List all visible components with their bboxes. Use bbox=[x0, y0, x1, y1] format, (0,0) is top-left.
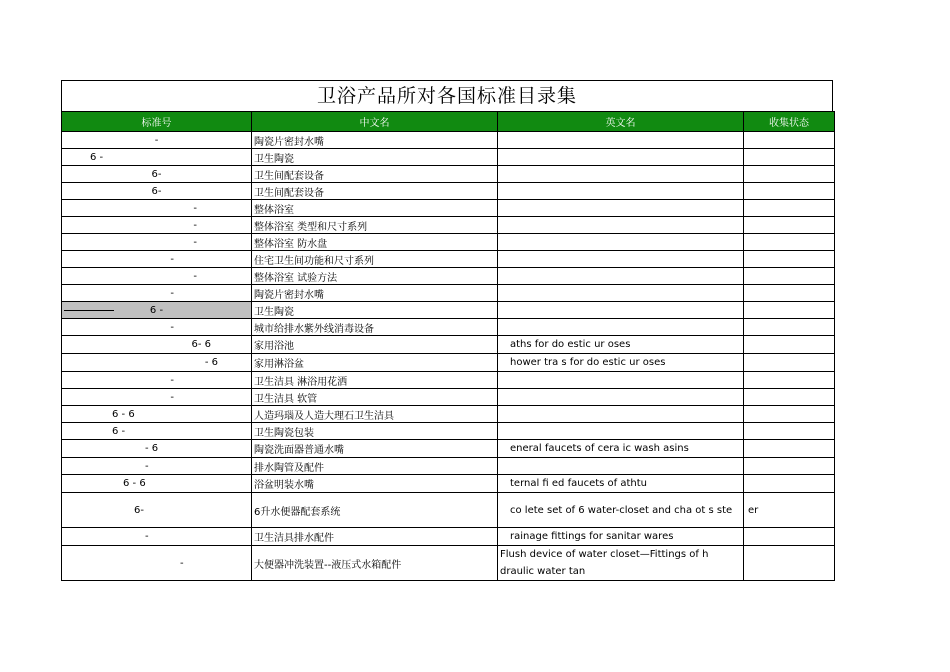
table-row bbox=[62, 423, 835, 440]
table-row bbox=[62, 268, 835, 285]
standard-no-cell-highlighted[interactable] bbox=[62, 302, 252, 319]
table-row bbox=[62, 475, 835, 493]
status-cell[interactable] bbox=[744, 183, 835, 200]
table-row bbox=[62, 458, 835, 475]
standard-no-cell[interactable]: - bbox=[62, 528, 252, 546]
chinese-name-cell[interactable]: 人造玛瑙及人造大理石卫生洁具 bbox=[252, 406, 498, 423]
chinese-name-cell[interactable]: 城市给排水紫外线消毒设备 bbox=[252, 319, 498, 336]
status-cell[interactable] bbox=[744, 354, 835, 372]
chinese-name-cell[interactable]: 卫生洁具 淋浴用花洒 bbox=[252, 372, 498, 389]
page-title: 卫浴产品所对各国标准目录集 bbox=[61, 80, 833, 111]
table-row bbox=[62, 319, 835, 336]
chinese-name-cell[interactable]: 卫生间配套设备 bbox=[252, 166, 498, 183]
status-cell[interactable] bbox=[744, 423, 835, 440]
standard-no-cell[interactable]: - bbox=[62, 372, 252, 389]
status-cell[interactable] bbox=[744, 475, 835, 493]
standard-no-cell[interactable]: 6 - bbox=[62, 423, 252, 440]
standard-no-cell[interactable]: - bbox=[62, 285, 252, 302]
table-row bbox=[62, 406, 835, 423]
status-cell[interactable]: er bbox=[744, 493, 835, 528]
standard-no-cell[interactable]: 6 - 6 bbox=[62, 406, 252, 423]
standard-no-cell[interactable]: - 6 bbox=[62, 440, 252, 458]
table-row bbox=[62, 493, 835, 528]
header-english-name[interactable]: 英文名 bbox=[498, 112, 744, 132]
table-row bbox=[62, 234, 835, 251]
status-cell[interactable] bbox=[744, 285, 835, 302]
english-name-cell[interactable] bbox=[498, 319, 744, 336]
english-name-cell[interactable] bbox=[498, 251, 744, 268]
english-name-cell[interactable] bbox=[498, 458, 744, 475]
chinese-name-cell[interactable]: 6升水便器配套系统 bbox=[252, 493, 498, 528]
english-name-cell[interactable]: eneral faucets of cera ic wash asins bbox=[498, 440, 744, 458]
standard-no-cell[interactable]: - bbox=[62, 251, 252, 268]
table-row bbox=[62, 354, 835, 372]
chinese-name-cell[interactable]: 卫生陶瓷包装 bbox=[252, 423, 498, 440]
status-cell[interactable] bbox=[744, 528, 835, 546]
table-row bbox=[62, 528, 835, 546]
chinese-name-cell[interactable]: 陶瓷片密封水嘴 bbox=[252, 285, 498, 302]
status-cell[interactable] bbox=[744, 251, 835, 268]
status-cell[interactable] bbox=[744, 302, 835, 319]
english-name-cell[interactable]: hower tra s for do estic ur oses bbox=[498, 354, 744, 372]
header-row bbox=[62, 112, 835, 132]
standard-no-cell[interactable]: 6- bbox=[62, 493, 252, 528]
english-name-cell[interactable]: co lete set of 6 water-closet and cha ot s ste bbox=[498, 493, 744, 528]
table-row bbox=[62, 389, 835, 406]
standard-no-cell[interactable]: - bbox=[62, 458, 252, 475]
english-name-cell[interactable] bbox=[498, 183, 744, 200]
english-name-cell[interactable] bbox=[498, 406, 744, 423]
standard-no-cell[interactable]: - bbox=[62, 132, 252, 149]
chinese-name-cell[interactable]: 整体浴室 防水盘 bbox=[252, 234, 498, 251]
english-name-cell[interactable] bbox=[498, 372, 744, 389]
table-row bbox=[62, 149, 835, 166]
standard-no-cell[interactable]: - bbox=[62, 234, 252, 251]
chinese-name-cell[interactable]: 陶瓷片密封水嘴 bbox=[252, 132, 498, 149]
table-row bbox=[62, 217, 835, 234]
english-name-cell[interactable]: aths for do estic ur oses bbox=[498, 336, 744, 354]
status-cell[interactable] bbox=[744, 132, 835, 149]
english-name-cell[interactable] bbox=[498, 166, 744, 183]
table-row bbox=[62, 183, 835, 200]
chinese-name-cell[interactable]: 卫生洁具 软管 bbox=[252, 389, 498, 406]
chinese-name-cell[interactable]: 卫生间配套设备 bbox=[252, 183, 498, 200]
chinese-name-cell[interactable]: 排水陶管及配件 bbox=[252, 458, 498, 475]
chinese-name-cell[interactable]: 家用浴池 bbox=[252, 336, 498, 354]
standard-no-cell[interactable]: 6- bbox=[62, 183, 252, 200]
standard-no-cell[interactable]: 6 - bbox=[62, 149, 252, 166]
status-cell[interactable] bbox=[744, 546, 835, 581]
table-row bbox=[62, 285, 835, 302]
chinese-name-cell[interactable]: 整体浴室 bbox=[252, 200, 498, 217]
english-name-cell[interactable] bbox=[498, 217, 744, 234]
standard-no-cell[interactable]: - 6 bbox=[62, 354, 252, 372]
status-cell[interactable] bbox=[744, 406, 835, 423]
status-cell[interactable] bbox=[744, 166, 835, 183]
chinese-name-cell[interactable]: 浴盆明装水嘴 bbox=[252, 475, 498, 493]
chinese-name-cell[interactable]: 整体浴室 试验方法 bbox=[252, 268, 498, 285]
table-row bbox=[62, 200, 835, 217]
spreadsheet bbox=[61, 80, 833, 581]
standard-no-cell[interactable]: - bbox=[62, 546, 252, 581]
standard-no-cell[interactable]: 6- 6 bbox=[62, 336, 252, 354]
standard-no-cell[interactable]: - bbox=[62, 268, 252, 285]
chinese-name-cell[interactable]: 整体浴室 类型和尺寸系列 bbox=[252, 217, 498, 234]
chinese-name-cell[interactable]: 卫生洁具排水配件 bbox=[252, 528, 498, 546]
chinese-name-cell[interactable]: 陶瓷洗面器普通水嘴 bbox=[252, 440, 498, 458]
standard-no-text: 6 - bbox=[149, 304, 164, 316]
standard-no-cell[interactable]: - bbox=[62, 389, 252, 406]
english-name-cell[interactable] bbox=[498, 200, 744, 217]
standard-no-cell[interactable]: - bbox=[62, 217, 252, 234]
english-name-cell[interactable]: ternal fi ed faucets of athtu bbox=[498, 475, 744, 493]
table-row bbox=[62, 166, 835, 183]
standard-no-cell[interactable]: 6- bbox=[62, 166, 252, 183]
table-row bbox=[62, 440, 835, 458]
table-row bbox=[62, 546, 835, 581]
status-cell[interactable] bbox=[744, 440, 835, 458]
header-status[interactable]: 收集状态 bbox=[744, 112, 835, 132]
table-row bbox=[62, 372, 835, 389]
status-cell[interactable] bbox=[744, 336, 835, 354]
english-name-cell[interactable] bbox=[498, 268, 744, 285]
english-name-cell[interactable] bbox=[498, 285, 744, 302]
english-name-cell[interactable]: Flush device of water closet—Fittings of h draulic water tan bbox=[498, 546, 744, 581]
standard-no-cell[interactable]: 6 - 6 bbox=[62, 475, 252, 493]
english-name-cell[interactable] bbox=[498, 149, 744, 166]
status-cell[interactable] bbox=[744, 200, 835, 217]
chinese-name-cell[interactable]: 卫生陶瓷 bbox=[252, 149, 498, 166]
header-standard-no[interactable]: 标准号 bbox=[62, 112, 252, 132]
status-cell[interactable] bbox=[744, 372, 835, 389]
chinese-name-cell[interactable]: 卫生陶瓷 bbox=[252, 302, 498, 319]
english-name-cell[interactable]: rainage fittings for sanitar wares bbox=[498, 528, 744, 546]
status-cell[interactable] bbox=[744, 389, 835, 406]
chinese-name-cell[interactable]: 家用淋浴盆 bbox=[252, 354, 498, 372]
standard-no-cell[interactable]: - bbox=[62, 319, 252, 336]
status-cell[interactable] bbox=[744, 268, 835, 285]
english-name-cell[interactable] bbox=[498, 132, 744, 149]
status-cell[interactable] bbox=[744, 319, 835, 336]
status-cell[interactable] bbox=[744, 234, 835, 251]
table-row bbox=[62, 302, 835, 319]
status-cell[interactable] bbox=[744, 217, 835, 234]
english-name-cell[interactable] bbox=[498, 423, 744, 440]
table-row bbox=[62, 251, 835, 268]
status-cell[interactable] bbox=[744, 149, 835, 166]
english-name-cell[interactable] bbox=[498, 302, 744, 319]
standards-table bbox=[61, 111, 835, 581]
status-cell[interactable] bbox=[744, 458, 835, 475]
chinese-name-cell[interactable]: 大便器冲洗装置--液压式水箱配件 bbox=[252, 546, 498, 581]
table-row bbox=[62, 336, 835, 354]
standard-no-cell[interactable]: - bbox=[62, 200, 252, 217]
chinese-name-cell[interactable]: 住宅卫生间功能和尺寸系列 bbox=[252, 251, 498, 268]
strikethrough-line bbox=[64, 310, 114, 311]
english-name-cell[interactable] bbox=[498, 234, 744, 251]
header-chinese-name[interactable]: 中文名 bbox=[252, 112, 498, 132]
english-name-cell[interactable] bbox=[498, 389, 744, 406]
table-row bbox=[62, 132, 835, 149]
